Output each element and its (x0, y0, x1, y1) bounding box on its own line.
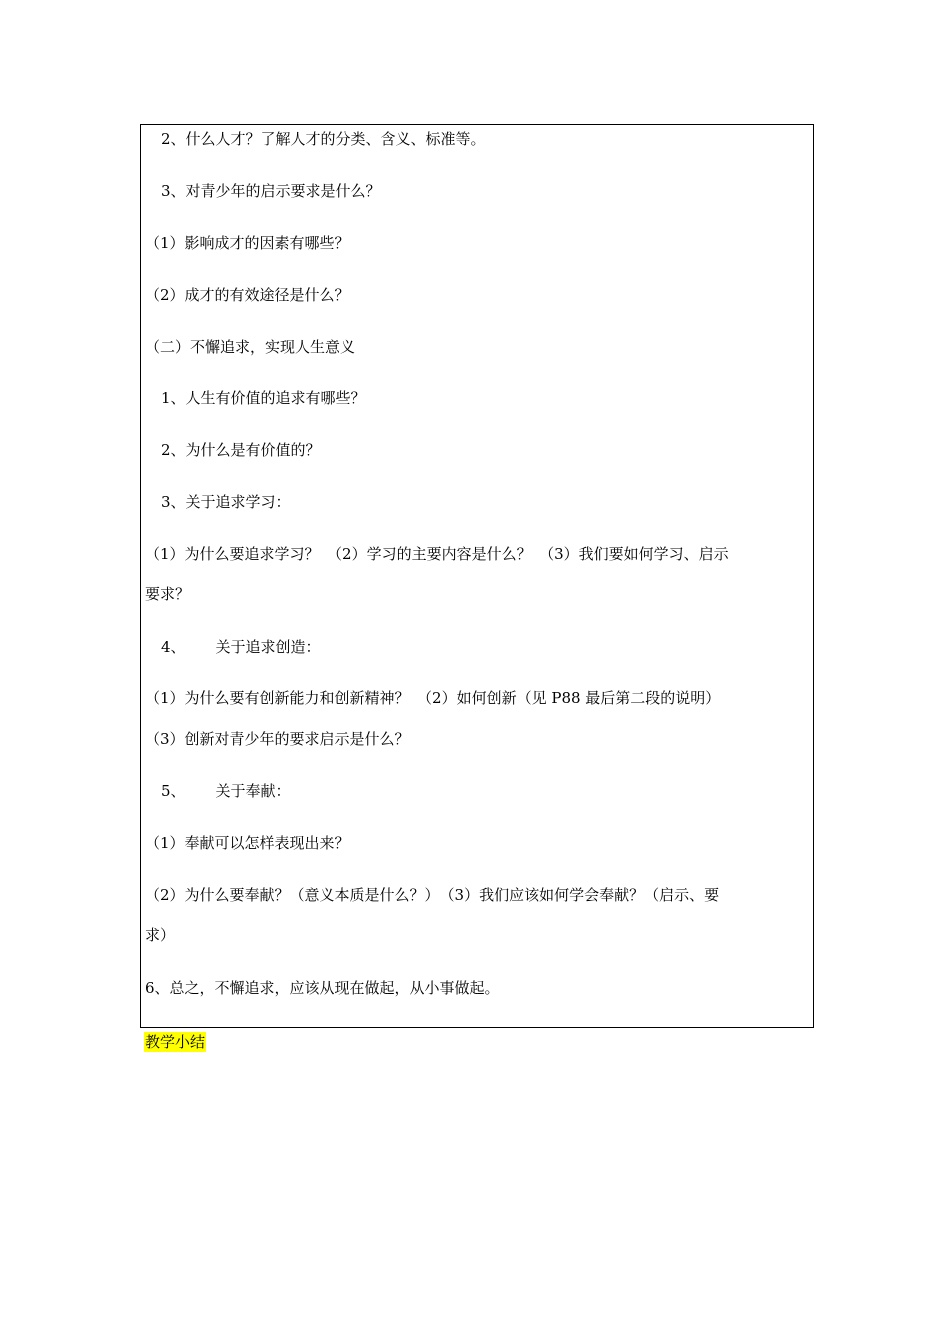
topic-title: 关于奉献： (215, 782, 291, 800)
topic-title: 关于追求创造： (215, 638, 321, 656)
question-success-factors: （1）影响成才的因素有哪些？ (145, 234, 350, 252)
topic-number: 4、 (161, 638, 186, 656)
topic-number: 5、 (161, 782, 186, 800)
topic-pursuing-creation (161, 637, 321, 657)
questions-learning: （1）为什么要追求学习？ （2）学习的主要内容是什么？ （3）我们要如何学习、启示 (145, 545, 729, 563)
section-heading-pursuit: （二）不懈追求，实现人生意义 (145, 338, 356, 356)
questions-dedication: （2）为什么要奉献？（意义本质是什么？） （3）我们应该如何学会奉献？（启示、要 (145, 886, 720, 904)
question-valuable-pursuits: 1、人生有价值的追求有哪些？ (161, 389, 366, 407)
question-innovation-youth: （3）创新对青少年的要求启示是什么？ (145, 730, 410, 748)
question-youth-requirements: 3、对青少年的启示要求是什么？ (161, 182, 381, 200)
question-talent-definition: 2、什么人才？了解人才的分类、含义、标准等。 (161, 130, 486, 148)
question-dedication-forms: （1）奉献可以怎样表现出来？ (145, 834, 350, 852)
topic-pursuing-learning: 3、关于追求学习： (161, 493, 291, 511)
questions-innovation: （1）为什么要有创新能力和创新精神？ （2）如何创新（见 P88 最后第二段的说明） (145, 689, 721, 707)
summary-statement: 6、总之，不懈追求，应该从现在做起，从小事做起。 (145, 979, 500, 997)
teaching-summary-label: 教学小结 (145, 1033, 206, 1051)
questions-learning-continued: 要求？ (145, 585, 191, 603)
topic-dedication (161, 781, 291, 801)
question-success-paths: （2）成才的有效途径是什么？ (145, 286, 350, 304)
questions-dedication-continued: 求） (145, 926, 176, 944)
lesson-content-box (140, 124, 814, 1028)
question-why-valuable: 2、为什么是有价值的？ (161, 441, 321, 459)
